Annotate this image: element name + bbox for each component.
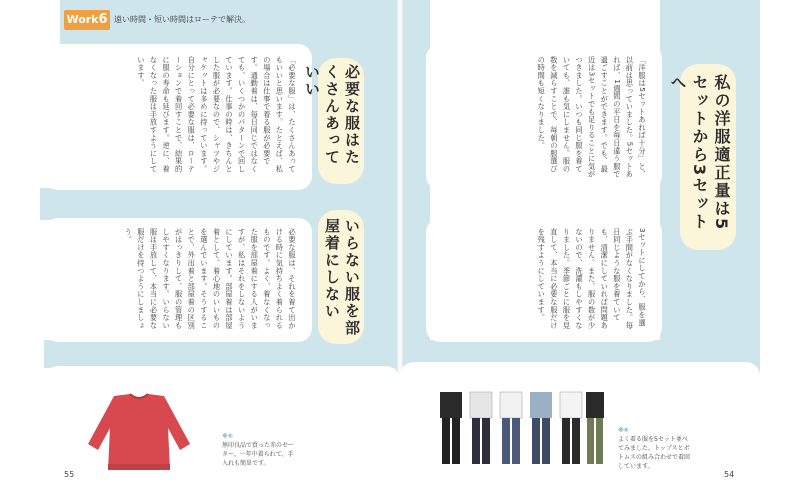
left-section2-heading-badge — [318, 210, 364, 344]
left-photo-caption: ※⑤ 無印良品で買った赤のセーター。一年中着られて、手入れも簡単です。 — [222, 433, 294, 467]
left-section2-card — [44, 218, 312, 342]
right-section1-body: 「洋服は5セットあれば十分」と、以前は思っていました。5セットあれば、1週間の平日を毎日違う服で過ごすことができます。でも、最近は3セットでも足りることに気がつきました。いつも同じ服を着ていても、誰も気にしません。服の数を減らすことで、毎朝の服選びの時間も短くなりました。 — [537, 56, 647, 179]
red-sweater-illustration — [84, 392, 194, 472]
left-photo-card — [44, 366, 400, 494]
right-photo-card — [400, 362, 760, 494]
work-description: 遠い時間・短い時間はローテで解決。 — [114, 15, 250, 24]
band-middle — [40, 188, 430, 220]
band-bottom-left — [44, 340, 400, 368]
work-label: Work6 — [64, 10, 110, 30]
left-section1-card — [44, 44, 312, 190]
right-heading-badge — [668, 64, 736, 250]
left-section2-body: 必要な服は、それを着て出かける時に気持ちよく着られるものです。よく、着なくなった服を部屋着にする人がいますが、私はそれをしないようにしています。部屋着は部屋着として、着心地のいいものを選んでいます。そうすることで、外出着と部屋着の区別がはっきりして、服の管理もしやすくなります。いらない服は手放して、本当に必要な服だけを持つようにしましょう。 — [124, 228, 297, 330]
left-section1-heading-badge — [303, 58, 364, 184]
left-section1-heading: 必要な服はたくさんあっていい — [303, 64, 361, 166]
left-section2-heading: いらない服を部屋着にしない — [323, 218, 361, 337]
right-section2-card — [426, 218, 662, 342]
right-heading: 私の洋服適正量は5セットから3セットへ — [668, 74, 731, 232]
left-section1-body: 「必要な服」は、たくさんあってもいいと思います。たとえば、私の場合は仕事で着る服が必要です。通勤着は、毎日同じではなくても、いくつかのパターンで回しています。仕事の時は、きちんとした服が必要なので、シャツやジャケットは多めに持っています。自分にとって必要な服は、ローテーションで着回すことで、結果的に服の寿命も延びます。逆に、着なくなった服は手放すようにしています。 — [136, 56, 297, 173]
left-page-number: 55 — [64, 470, 75, 479]
right-section1-card — [426, 44, 662, 190]
right-section2-body: 3セットにしてから、服を選ぶ手間がなくなりました。毎日同じような服を着ていても、清潔にしていれば問題ありません。また、服の数が少ないので、洗濯もしやすくなりました。季節ごとに服を見直して、本当に必要な服だけを残すようにしています。 — [537, 228, 647, 330]
outfit-set-illustration — [436, 390, 606, 470]
right-photo-caption: ※⑥ よく着る服を5セット並べてみました。トップスとボトムスの組み合わせで着回しています。 — [618, 427, 691, 470]
right-page-number: 54 — [724, 470, 735, 479]
